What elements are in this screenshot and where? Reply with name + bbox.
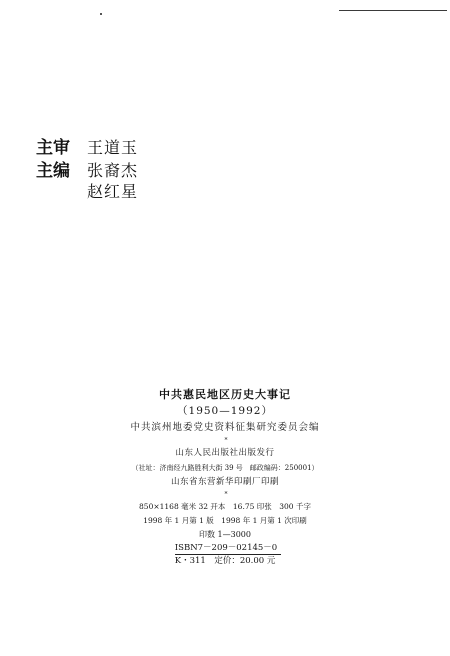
book-title: 中共惠民地区历史大事记 (159, 388, 291, 401)
credit-name: 张裔杰 (87, 161, 139, 180)
colophon (0, 386, 450, 568)
credit-role: 主编 (36, 161, 70, 181)
isbn: ISBN7－209－02145－0 (175, 542, 281, 555)
edition-info: 1998 年 1 月第 1 版 1998 年 1 月第 1 次印刷 (143, 516, 307, 525)
isbn-price-block (175, 542, 281, 568)
price: K・311 定价：20.00 元 (174, 556, 276, 566)
separator-star: * (224, 491, 228, 498)
scan-edge-line (339, 10, 447, 11)
credits-block (36, 133, 138, 202)
credit-name: 赵红星 (87, 182, 139, 201)
print-run: 印数 1—3000 (199, 530, 251, 539)
credit-row-chief-editor (36, 156, 138, 179)
printer: 山东省东营新华印刷厂印刷 (170, 477, 279, 487)
book-years: （1950—1992） (177, 405, 273, 417)
credit-role: 主审 (36, 138, 70, 158)
credit-row-co-editor (36, 179, 138, 202)
book-specs: 850×1168 毫米 32 开本 16.75 印张 300 千字 (139, 502, 311, 511)
credit-row-chief-reviewer (36, 133, 138, 156)
scan-speck (100, 13, 102, 15)
publisher-address: （社址：济南经九路胜利大街 39 号 邮政编码：250001） (131, 464, 319, 472)
credit-name: 王道玉 (87, 138, 139, 157)
book-editor: 中共滨州地委党史资料征集研究委员会编 (130, 422, 320, 433)
separator-star: * (224, 437, 228, 444)
publisher: 山东人民出版社出版发行 (175, 448, 275, 458)
